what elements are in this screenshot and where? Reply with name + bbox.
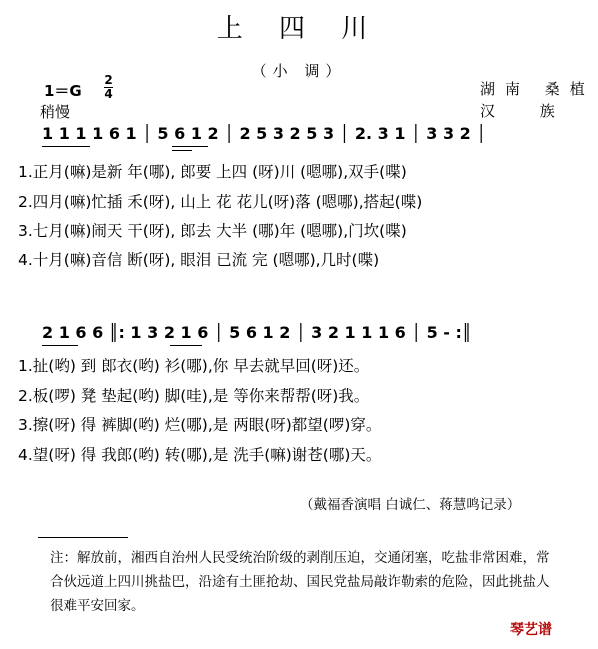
page-title: 上 四 川 bbox=[216, 14, 382, 44]
performance-credit: （戴福香演唱 白诚仁、蒋慧鸣记录） bbox=[300, 497, 521, 513]
lyric-line: 1.扯(哟) 到 郎衣(哟) 衫(哪),你 早去就早回(呀)还。 bbox=[18, 357, 370, 375]
footnote-divider bbox=[38, 537, 128, 538]
notation-row-2: 2 1 6 6 ║: 1 3 2 1 6 │ 5 6 1 2 │ 3 2 1 1 1 6 │ 5 - :║ bbox=[42, 323, 472, 342]
song-ethnicity: 汉 族 bbox=[480, 102, 575, 120]
beam-line bbox=[42, 146, 90, 147]
song-subtitle: （小 调） bbox=[251, 62, 347, 80]
key-signature: 1＝G bbox=[44, 82, 82, 100]
lyric-line: 3.七月(嘛)闹天 干(呀), 郎去 大半 (哪)年 (嗯哪),门坎(喋) bbox=[18, 222, 407, 240]
lyric-line: 4.望(呀) 得 我郎(哟) 转(哪),是 洗手(嘛)谢苍(哪)天。 bbox=[18, 446, 382, 464]
tempo-marking: 稍慢 bbox=[40, 103, 71, 121]
song-origin: 湖南 桑植 bbox=[480, 80, 595, 98]
beam-line bbox=[170, 345, 202, 346]
footnote-text: 注：解放前，湘西自治州人民受统治阶级的剥削压迫，交通闭塞，吃盐非常困难，常合伙远道上四川挑盐巴，沿途有土匪抢劫、国民党盐局敲诈勒索的危险，因此挑盐人很难平安回家。 bbox=[50, 550, 550, 614]
lyric-line: 2.板(啰) 凳 垫起(哟) 脚(哇),是 等你来帮帮(呀)我。 bbox=[18, 387, 370, 405]
lyric-line: 1.正月(嘛)是新 年(哪), 郎要 上四 (呀)川 (嗯哪),双手(喋) bbox=[18, 163, 407, 181]
beam-line bbox=[172, 146, 208, 147]
beam-line bbox=[42, 345, 78, 346]
notation-row-1: 1 1 1 1 6 1 │ 5 6 1 2 │ 2 5 3 2 5 3 │ 2. 3 1 │ 3 3 2 │ bbox=[42, 124, 486, 143]
beam-line bbox=[172, 150, 192, 151]
time-signature bbox=[104, 74, 113, 101]
lyric-line: 2.四月(嘛)忙插 禾(呀), 山上 花 花儿(呀)落 (嗯哪),搭起(喋) bbox=[18, 193, 423, 211]
lyric-line: 3.擦(呀) 得 裤脚(哟) 烂(哪),是 两眼(呀)都望(啰)穿。 bbox=[18, 416, 382, 434]
site-watermark: 琴艺谱 bbox=[510, 622, 552, 638]
lyric-line: 4.十月(嘛)音信 断(呀), 眼泪 已流 完 (嗯哪),几时(喋) bbox=[18, 251, 380, 269]
meter-bottom: 4 bbox=[104, 87, 113, 101]
meter-top: 2 bbox=[104, 73, 113, 87]
